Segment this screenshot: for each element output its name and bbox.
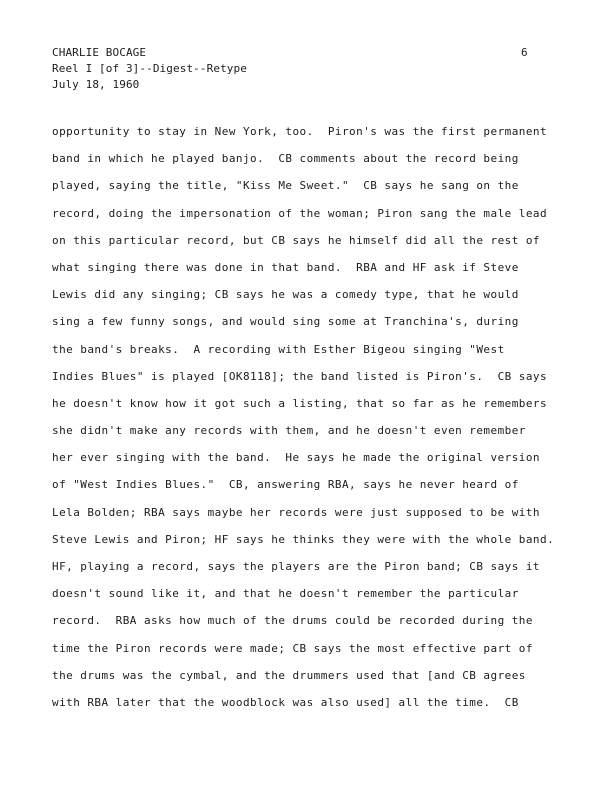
text-line: with RBA later that the woodblock was also used] all the time. CB — [52, 695, 519, 709]
interview-date: July 18, 1960 — [52, 78, 140, 91]
text-line: he doesn't know how it got such a listing, that so far as he remembers — [52, 396, 548, 410]
text-line: band in which he played banjo. CB comments about the record being — [52, 152, 519, 166]
text-line: doesn't sound like it, and that he doesn't remember the particular — [52, 587, 519, 601]
text-line: she didn't make any records with them, and he doesn't even remember — [52, 424, 526, 438]
text-line: the band's breaks. A recording with Esther Bigeou singing "West — [52, 342, 505, 356]
text-line: sing a few funny songs, and would sing some at Tranchina's, during — [52, 315, 519, 329]
text-line: record, doing the impersonation of the woman; Piron sang the male lead — [52, 206, 548, 220]
document-header — [52, 45, 247, 93]
interviewee-name: CHARLIE BOCAGE — [52, 46, 147, 59]
text-line: Lewis did any singing; CB says he was a comedy type, that he would — [52, 288, 519, 302]
text-line: Steve Lewis and Piron; HF says he thinks they were with the whole band. — [52, 532, 555, 546]
page-number: 6 — [521, 46, 528, 59]
text-line: Lela Bolden; RBA says maybe her records were just supposed to be with — [52, 505, 541, 519]
text-line: on this particular record, but CB says he himself did all the rest of — [52, 233, 541, 247]
text-line: record. RBA asks how much of the drums could be recorded during the — [52, 614, 533, 628]
text-line: of "West Indies Blues." CB, answering RBA, says he never heard of — [52, 478, 519, 492]
text-line: her ever singing with the band. He says he made the original version — [52, 451, 541, 465]
text-line: what singing there was done in that band. RBA and HF ask if Steve — [52, 260, 519, 274]
transcript-body — [52, 124, 572, 722]
text-line: played, saying the title, "Kiss Me Sweet." CB says he sang on the — [52, 179, 519, 193]
text-line: HF, playing a record, says the players are the Piron band; CB says it — [52, 560, 541, 573]
text-line: Indies Blues" is played [OK8118]; the band listed is Piron's. CB says — [52, 369, 548, 383]
reel-info: Reel I [of 3]--Digest--Retype — [52, 62, 247, 75]
text-line: time the Piron records were made; CB says the most effective part of — [52, 641, 533, 655]
text-line: the drums was the cymbal, and the drummers used that [and CB agrees — [52, 668, 526, 682]
text-line: opportunity to stay in New York, too. Piron's was the first permanent — [52, 125, 548, 138]
